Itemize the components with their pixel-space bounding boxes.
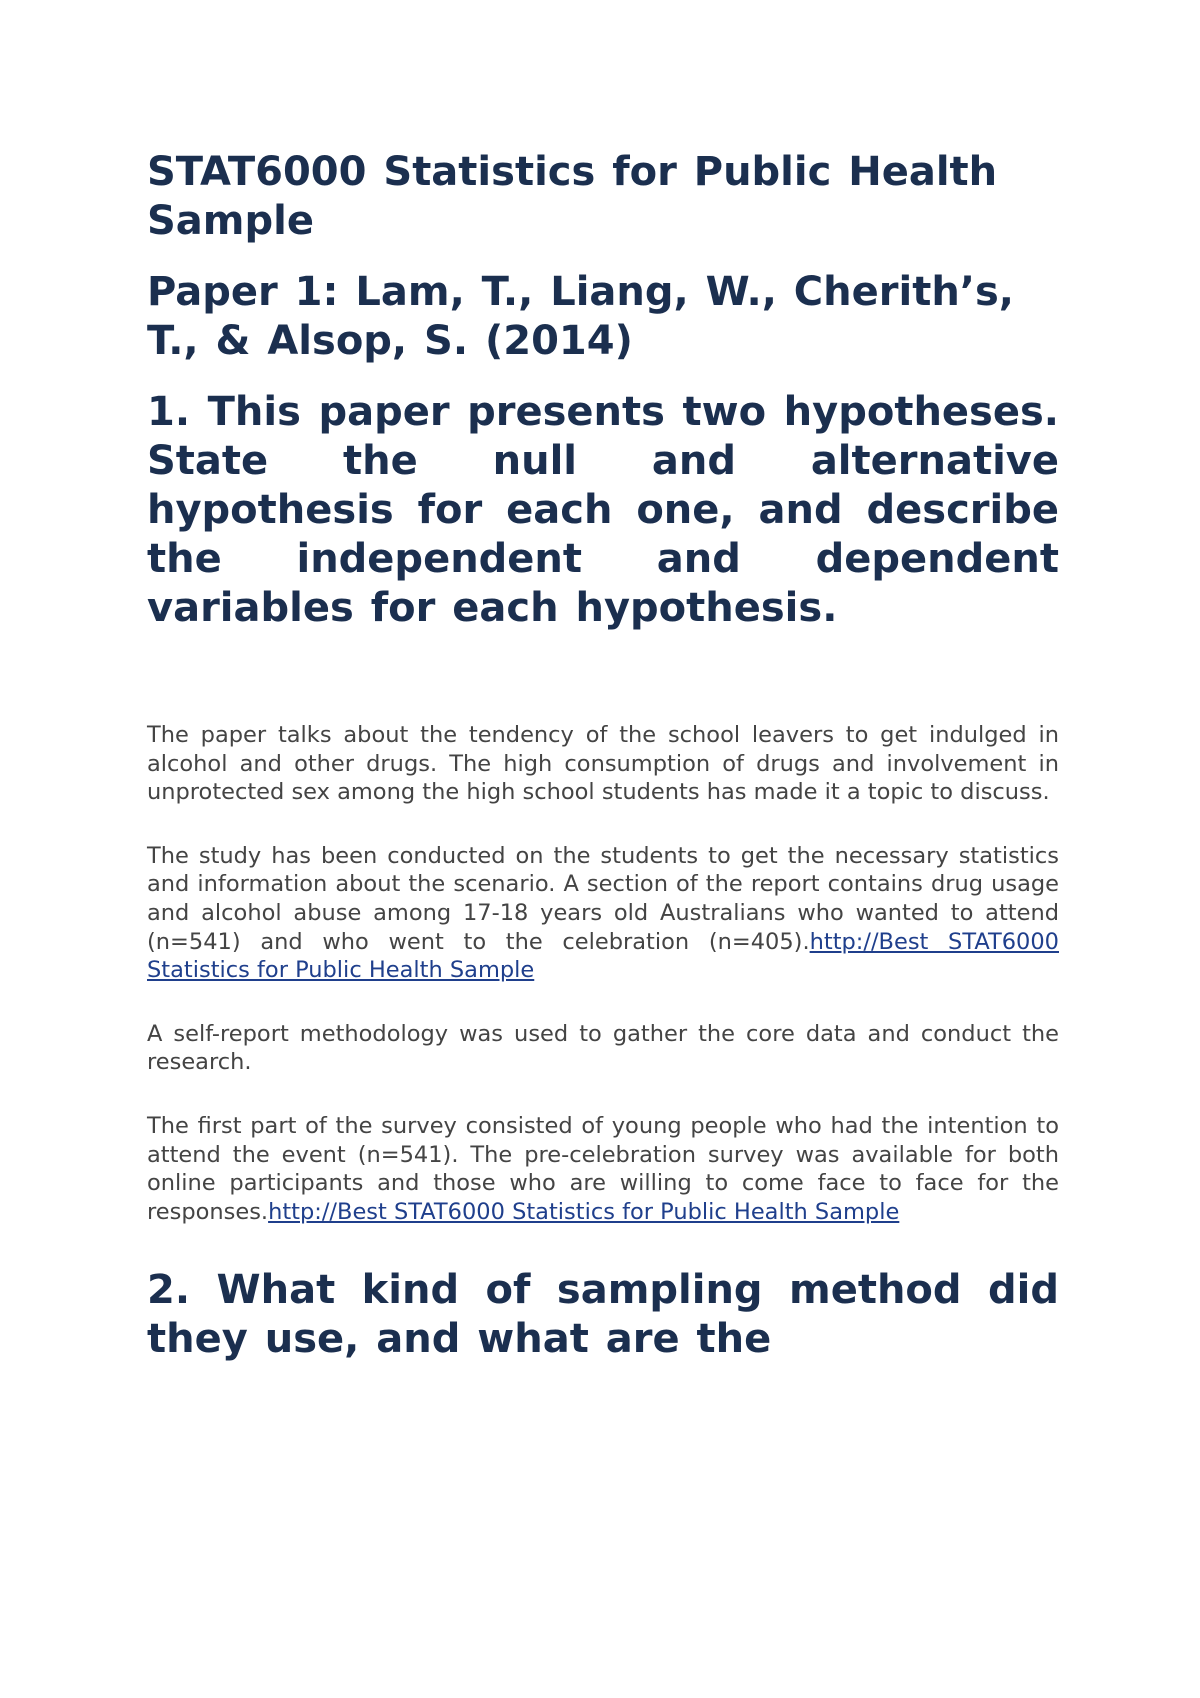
paragraph-3-text: A self-report methodology was used to gather the core data and conduct the research. xyxy=(147,1020,1059,1076)
sample-link[interactable]: http://Best STAT6000 Statistics for Public Health Sample xyxy=(147,928,1059,984)
document-page xyxy=(147,140,1059,1364)
sample-link[interactable]: http://Best STAT6000 Statistics for Public Health Sample xyxy=(268,1198,900,1225)
paragraph-1 xyxy=(147,721,1059,807)
paragraph-2 xyxy=(147,842,1059,985)
question-1-heading: 1. This paper presents two hypotheses. State the null and alternative hypothesis for each one, and describe the independent and dependent variables for each hypothesis. xyxy=(147,389,1059,631)
paragraph-1-text: The paper talks about the tendency of the school leavers to get indulged in alcohol and other drugs. The high consumption of drugs and involvement in unprotected sex among the high school students has made it a topic to discuss. xyxy=(147,722,1059,806)
document-title: STAT6000 Statistics for Public Health Sample xyxy=(147,149,998,244)
paper-heading: Paper 1: Lam, T., Liang, W., Cherith’s, T., & Alsop, S. (2014) xyxy=(147,269,1015,364)
paragraph-3 xyxy=(147,1020,1059,1077)
paragraph-4 xyxy=(147,1112,1059,1226)
question-2-heading: 2. What kind of sampling method did they use, and what are the xyxy=(147,1267,1059,1363)
paragraph-2-text: The study has been conducted on the students to get the necessary statistics and information about the scenario. A section of the report contains drug usage and alcohol abuse among 17-18 years old Australians who wanted to attend (n=541) and who went to the celebration (n=405). xyxy=(147,842,1059,955)
paragraph-4-text: The first part of the survey consisted of young people who had the intention to attend the event (n=541). The pre-celebration survey was available for both online participants and those who are willing to come face to face for the responses. xyxy=(147,1112,1059,1225)
